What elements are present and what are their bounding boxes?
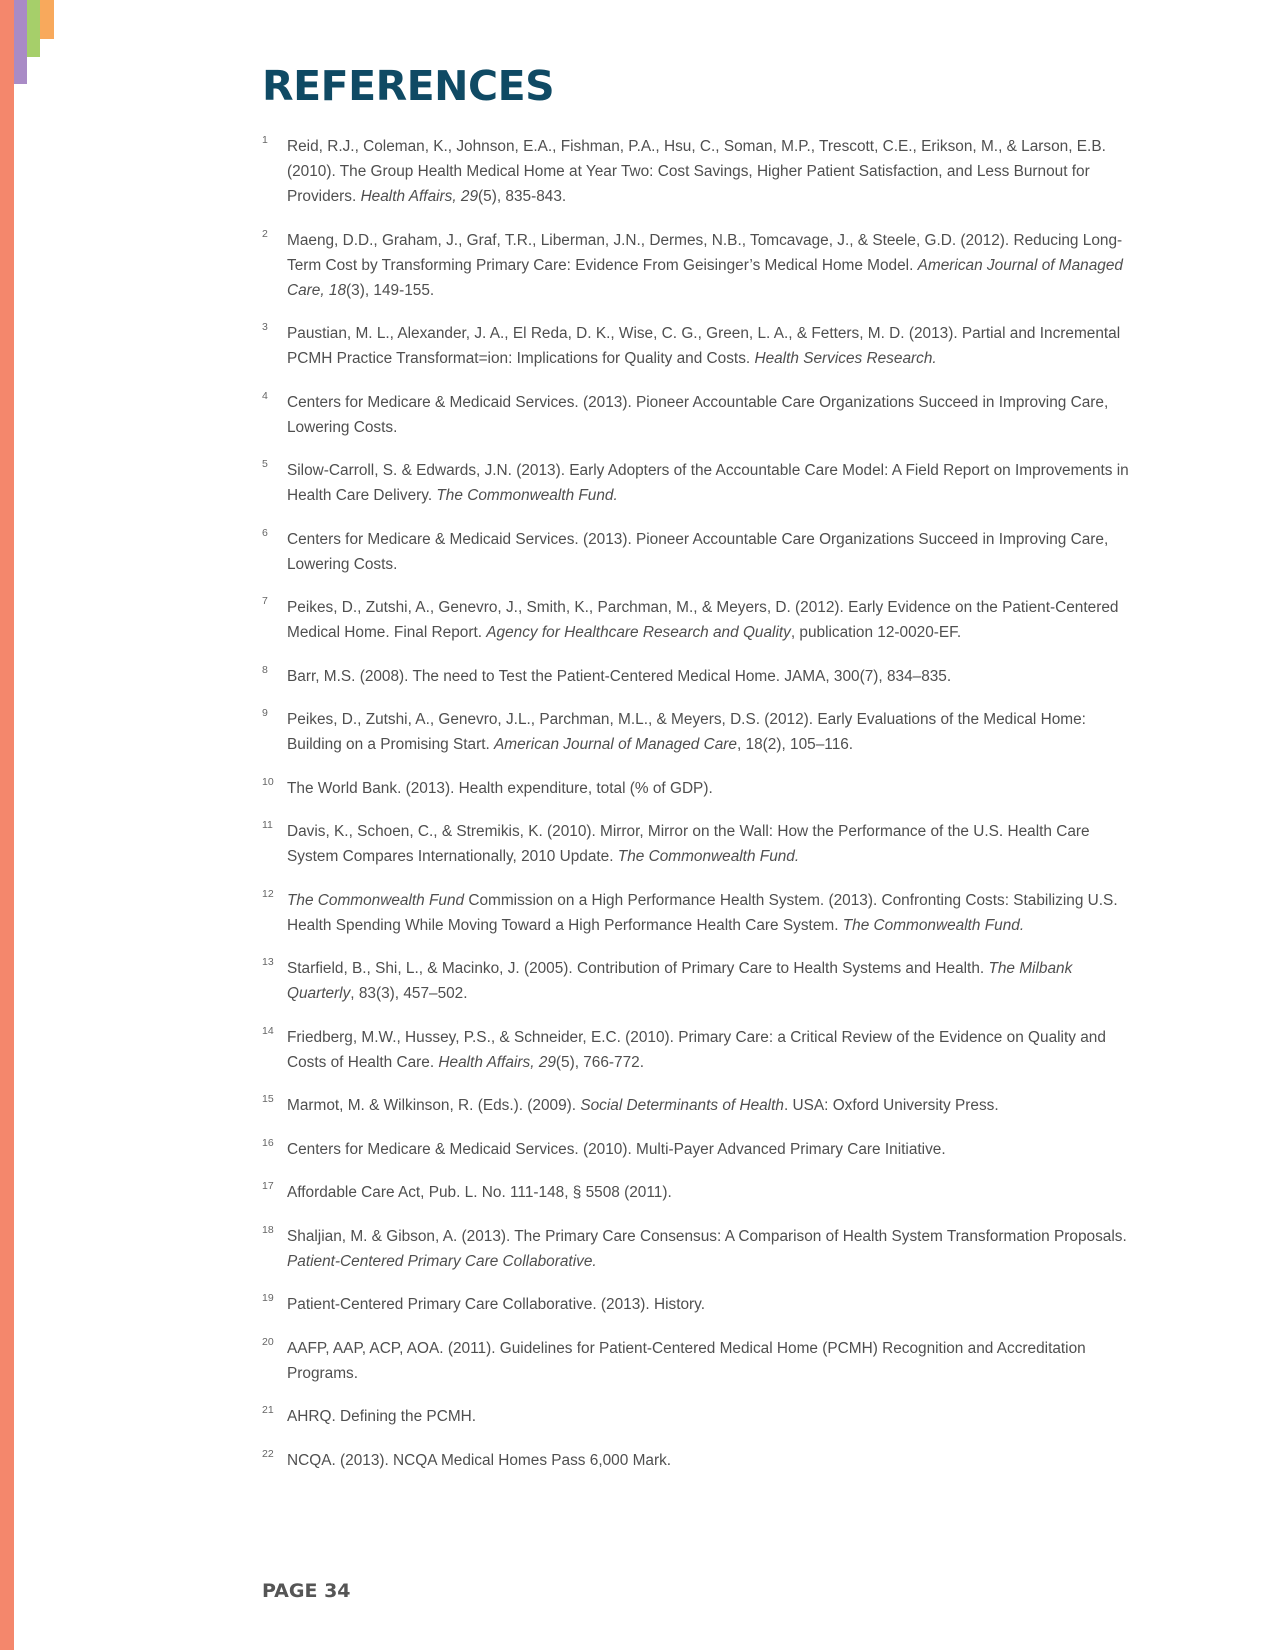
- reference-source-italic: The Commonwealth Fund.: [842, 916, 1025, 934]
- page-number: PAGE 34: [262, 1580, 351, 1602]
- reference-segment: Marmot, M. & Wilkinson, R. (Eds.). (2009).: [287, 1097, 581, 1114]
- reference-text: [287, 1097, 999, 1114]
- side-accent-bar-coral: [0, 0, 14, 1650]
- reference-item: [262, 1025, 1142, 1075]
- reference-text: [287, 711, 1086, 753]
- reference-list: [262, 134, 1142, 1491]
- reference-segment: Davis, K., Schoen, C., & Stremikis, K. (2010). Mirror, Mirror on the Wall: How the Performance of the U.S. Health Care System Compares Internationally, 2010 Update.: [287, 823, 1090, 865]
- reference-text: [287, 462, 1129, 504]
- reference-segment: AHRQ. Defining the PCMH.: [287, 1408, 477, 1425]
- reference-text: [287, 823, 1090, 865]
- reference-number: 8: [262, 663, 268, 676]
- reference-segment: Centers for Medicare & Medicaid Services. (2013). Pioneer Accountable Care Organizations Succeed in Improving Care, Lowering Costs.: [287, 530, 1109, 573]
- reference-text: [287, 325, 1120, 367]
- reference-text: [287, 1296, 705, 1313]
- reference-source-italic: The Commonwealth Fund.: [617, 848, 800, 865]
- reference-segment: Paustian, M. L., Alexander, J. A., El Reda, D. K., Wise, C. G., Green, L. A., & Fetters, M. D. (2013). Partial and Incremental PCMH Practice Transformat=ion: Implications for Quality and Costs.: [287, 325, 1121, 367]
- reference-segment: Friedberg, M.W., Hussey, P.S., & Schneider, E.C. (2010). Primary Care: a Critical Review of the Evidence on Quality and Costs of Health Care.: [287, 1028, 1106, 1071]
- side-accent-bar-orange: [40, 0, 54, 39]
- reference-segment: Maeng, D.D., Graham, J., Graf, T.R., Liberman, J.N., Dermes, N.B., Tomcavage, J., & Steele, G.D. (2012). Reducing Long-Term Cost by Transforming Primary Care: Evidence From Geisinger’s Medical Home Model.: [287, 231, 1123, 274]
- reference-number: 19: [262, 1292, 274, 1304]
- side-accent-bar-green: [27, 0, 40, 57]
- reference-source-italic: The Commonwealth Fund: [287, 891, 465, 909]
- reference-item: [262, 1093, 1142, 1118]
- reference-text: [287, 232, 1123, 299]
- reference-segment: AAFP, AAP, ACP, AOA. (2011). Guidelines for Patient-Centered Medical Home (PCMH) Recognition and Accreditation Programs.: [287, 1339, 1086, 1382]
- reference-segment: Commission on a High Performance Health System. (2013). Confronting Costs: Stabilizing U.S. Health Spending While Moving Toward a High Performance Health Care System.: [287, 891, 1118, 934]
- reference-text: [287, 892, 1118, 934]
- reference-number: 15: [262, 1093, 274, 1105]
- reference-segment: (3), 149-155.: [346, 281, 435, 299]
- reference-segment: Peikes, D., Zutshi, A., Genevro, J.L., Parchman, M.L., & Meyers, D.S. (2012). Early Evaluations of the Medical Home: Building on a Promising Start.: [287, 711, 1086, 753]
- reference-number: 3: [262, 321, 268, 333]
- reference-text: [287, 1029, 1106, 1071]
- reference-item: [262, 819, 1142, 869]
- reference-item: [262, 134, 1142, 209]
- reference-source-italic: American Journal of Managed Care, 18: [287, 256, 1123, 299]
- reference-item: [262, 707, 1142, 757]
- reference-item: [262, 527, 1142, 577]
- reference-text: [287, 780, 713, 797]
- reference-text: [287, 394, 1108, 436]
- reference-segment: . USA: Oxford University Press.: [783, 1097, 999, 1114]
- reference-item: [262, 776, 1142, 801]
- reference-number: 7: [262, 595, 268, 607]
- reference-item: [262, 888, 1142, 938]
- reference-segment: , 83(3), 457–502.: [350, 985, 468, 1002]
- reference-text: [287, 668, 951, 685]
- reference-source-italic: Patient-Centered Primary Care Collaborative.: [287, 1252, 597, 1270]
- reference-number: 12: [262, 887, 274, 900]
- reference-segment: Patient-Centered Primary Care Collaborative. (2013). History.: [287, 1296, 705, 1313]
- reference-item: [262, 664, 1142, 689]
- reference-segment: NCQA. (2013). NCQA Medical Homes Pass 6,000 Mark.: [287, 1451, 672, 1469]
- reference-segment: (5), 835-843.: [478, 188, 567, 205]
- reference-number: 4: [262, 389, 268, 402]
- reference-source-italic: The Milbank Quarterly: [287, 960, 1073, 1002]
- reference-item: [262, 1180, 1142, 1205]
- reference-source-italic: Social Determinants of Health: [580, 1097, 784, 1114]
- reference-source-italic: Health Affairs, 29: [438, 1053, 556, 1071]
- reference-segment: Silow-Carroll, S. & Edwards, J.N. (2013). Early Adopters of the Accountable Care Model: A Field Report on Improvements in Health Care Delivery.: [287, 462, 1129, 504]
- reference-segment: Centers for Medicare & Medicaid Services. (2013). Pioneer Accountable Care Organizations Succeed in Improving Care, Lowering Costs.: [287, 393, 1109, 436]
- reference-segment: Reid, R.J., Coleman, K., Johnson, E.A., Fishman, P.A., Hsu, C., Soman, M.P., Trescott, C.E., Erikson, M., & Larson, E.B. (2010). The Group Health Medical Home at Year Two: Cost Savings, Higher Patient Satisfaction, and Less Burnout for Providers.: [287, 138, 1106, 205]
- reference-item: [262, 1224, 1142, 1274]
- reference-item: [262, 595, 1142, 645]
- reference-number: 11: [262, 819, 273, 831]
- reference-source-italic: Health Services Research.: [754, 350, 937, 367]
- reference-text: [287, 1340, 1086, 1382]
- reference-source-italic: American Journal of Managed Care: [494, 736, 737, 753]
- reference-text: [287, 960, 1072, 1002]
- reference-segment: Affordable Care Act, Pub. L. No. 111-148, § 5508 (2011).: [287, 1184, 672, 1201]
- reference-segment: Shaljian, M. & Gibson, A. (2013). The Primary Care Consensus: A Comparison of Health System Transformation Proposals.: [287, 1227, 1127, 1245]
- reference-segment: Barr, M.S. (2008). The need to Test the Patient-Centered Medical Home. JAMA, 300(7), 834–835.: [287, 667, 952, 685]
- reference-text: [287, 1141, 946, 1158]
- reference-number: 5: [262, 458, 268, 470]
- reference-segment: The World Bank. (2013). Health expenditure, total (% of GDP).: [287, 779, 713, 797]
- reference-segment: , 18(2), 105–116.: [737, 736, 854, 753]
- reference-number: 22: [262, 1447, 274, 1460]
- reference-number: 17: [262, 1180, 274, 1192]
- reference-segment: Starfield, B., Shi, L., & Macinko, J. (2005). Contribution of Primary Care to Health Systems and Health.: [287, 960, 989, 977]
- reference-text: [287, 138, 1106, 205]
- reference-source-italic: Health Affairs, 29: [360, 188, 479, 205]
- reference-text: [287, 531, 1108, 573]
- reference-text: [287, 1228, 1127, 1270]
- reference-text: [287, 1408, 476, 1425]
- reference-item: [262, 1404, 1142, 1429]
- reference-source-italic: Agency for Healthcare Research and Quality: [486, 624, 791, 641]
- reference-number: 20: [262, 1335, 274, 1348]
- reference-item: [262, 390, 1142, 440]
- reference-item: [262, 228, 1142, 303]
- reference-number: 9: [262, 707, 268, 719]
- reference-source-italic: The Commonwealth Fund.: [436, 487, 618, 504]
- reference-number: 14: [262, 1024, 274, 1037]
- reference-item: [262, 1336, 1142, 1386]
- reference-number: 21: [262, 1404, 274, 1416]
- reference-item: [262, 1448, 1142, 1473]
- reference-item: [262, 1292, 1142, 1317]
- reference-segment: (5), 766-772.: [555, 1053, 645, 1071]
- reference-number: 16: [262, 1136, 274, 1149]
- reference-item: [262, 956, 1142, 1006]
- reference-text: [287, 1184, 672, 1201]
- reference-text: [287, 1452, 671, 1469]
- reference-number: 6: [262, 526, 268, 539]
- reference-segment: Peikes, D., Zutshi, A., Genevro, J., Smith, K., Parchman, M., & Meyers, D. (2012). Early Evidence on the Patient-Centered Medical Home. Final Report.: [287, 599, 1119, 641]
- reference-item: [262, 1137, 1142, 1162]
- reference-item: [262, 321, 1142, 371]
- reference-segment: , publication 12-0020-EF.: [790, 624, 962, 641]
- reference-number: 10: [262, 775, 274, 788]
- reference-item: [262, 458, 1142, 508]
- reference-number: 2: [262, 227, 268, 240]
- reference-number: 13: [262, 956, 274, 968]
- side-accent-bar-purple: [14, 0, 27, 84]
- reference-segment: Centers for Medicare & Medicaid Services. (2010). Multi-Payer Advanced Primary Care Initiative.: [287, 1140, 946, 1158]
- reference-number: 18: [262, 1223, 274, 1236]
- reference-number: 1: [262, 134, 268, 146]
- reference-text: [287, 599, 1118, 641]
- page-heading: REFERENCES: [262, 62, 555, 110]
